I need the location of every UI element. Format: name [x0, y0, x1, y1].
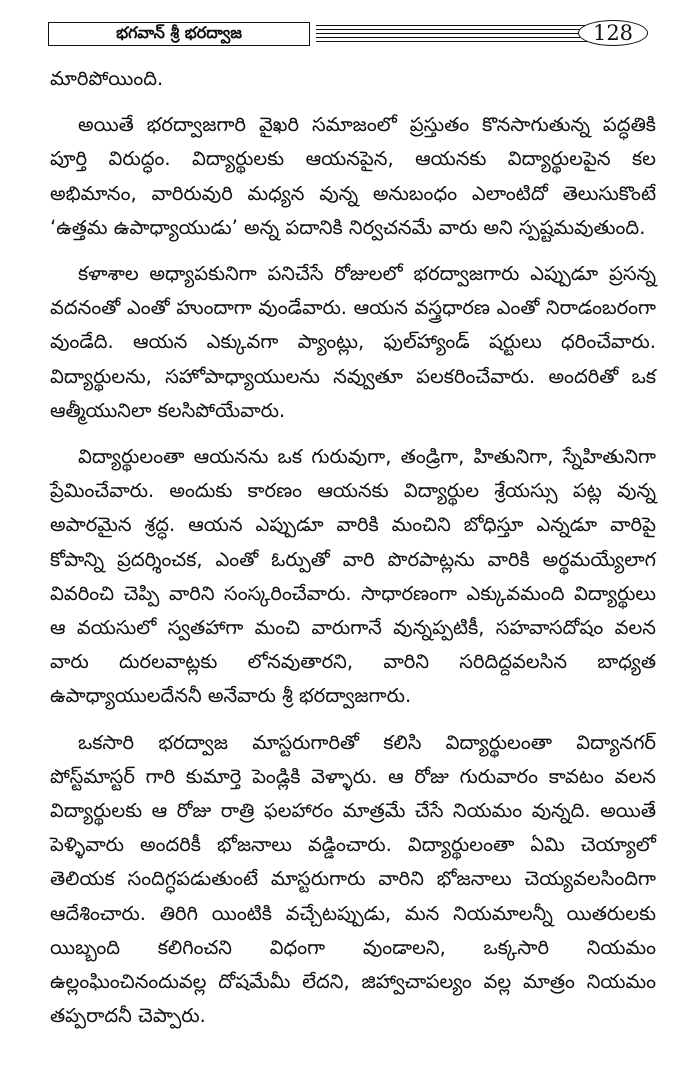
header-rule-line [316, 41, 592, 42]
header-rule-line [316, 29, 592, 30]
header-rule-line [316, 33, 592, 34]
header-rule-line [316, 37, 592, 38]
paragraph-continuation: మారిపోయింది. [50, 67, 164, 90]
page-body [50, 62, 656, 1045]
book-title: భగవాన్ శ్రీ భరద్వాజ [48, 22, 310, 46]
paragraph: విద్యార్థులంతా ఆయనను ఒక గురువుగా, తండ్రిగా, హితునిగా, స్నేహితునిగా ప్రేమించేవారు. అందుకు కారణం ఆయనకు విద్యార్థుల శ్రేయస్సు పట్ల వున్న అపారమైన శ్రద్ధ. ఆయన ఎప్పుడూ వారికి మంచిని బోధిస్తూ ఎన్నడూ వారిపై కోపాన్ని ప్రదర్శించక, ఎంతో ఓర్పుతో వారి పొరపాట్లను వారికి అర్థమయ్యేలాగ వివరించి చెప్పి వారిని సంస్కరించేవారు. సాధారణంగా ఎక్కువమంది విద్యార్థులు ఆ వయసులో స్వతహాగా మంచి వారుగానే వున్నప్పటికీ, సహవాసదోషం వలన వారు దురలవాట్లకు లోనవుతారని, వారిని సరిదిద్దవలసిన బాధ్యత ఉపాధ్యాయులదేననీ అనేవారు శ్రీ భరద్వాజగారు. [50, 445, 656, 708]
page-header [48, 22, 654, 50]
paragraph: కళాశాల అధ్యాపకునిగా పనిచేసే రోజులలో భరద్వాజగారు ఎప్పుడూ ప్రసన్న వదనంతో ఎంతో హుందాగా వుండేవారు. ఆయన వస్త్రధారణ ఎంతో నిరాడంబరంగా వుండేది. ఆయన ఎక్కువగా ప్యాంట్లు, ఫుల్‌హ్యాండ్ షర్టులు ధరించేవారు. విద్యార్థులను, సహోపాధ్యాయులను నవ్వుతూ పలకరించేవారు. అందరితో ఒక ఆత్మీయునిలా కలసిపోయేవారు. [50, 262, 656, 422]
paragraph: ఒకసారి భరద్వాజ మాస్టరుగారితో కలిసి విద్యార్థులంతా విద్యానగర్ పోస్ట్‌మాస్టర్ గారి కుమార్తె పెండ్లికి వెళ్ళారు. ఆ రోజు గురువారం కావటం వలన విద్యార్థులకు ఆ రోజు రాత్రి ఫలహారం మాత్రమే చేసే నియమం వున్నది. అయితే పెళ్ళివారు అందరికీ భోజనాలు వడ్డించారు. విద్యార్థులంతా ఏమి చెయ్యాలో తెలియక సందిగ్ధపడుతుంటే మాస్టరుగారు వారిని భోజనాలు చెయ్యవలసిందిగా ఆదేశించారు. తిరిగి యింటికి వచ్చేటప్పుడు, మన నియమాలన్నీ యితరులకు యిబ్బంది కలిగించని విధంగా వుండాలని, ఒక్కసారి నియమం ఉల్లంఘించినందువల్ల దోషమేమీ లేదని, జిహ్వాచాపల్యం వల్ల మాత్రం నియమం తప్పరాదనీ చెప్పారు. [50, 730, 656, 1028]
header-rule-line [316, 25, 592, 26]
page-number: 128 [578, 20, 648, 46]
paragraph: అయితే భరద్వాజగారి వైఖరి సమాజంలో ప్రస్తుతం కొనసాగుతున్న పద్ధతికి పూర్తి విరుద్ధం. విద్యార్థులకు ఆయనపైన, ఆయనకు విద్యార్థులపైన కల అభిమానం, వారిరువురి మధ్యన వున్న అనుబంధం ఎలాంటిదో తెలుసుకొంటే ‘ఉత్తమ ఉపాధ్యాయుడు’ అన్న పదానికి నిర్వచనమే వారు అని స్పష్టమవుతుంది. [50, 113, 656, 239]
